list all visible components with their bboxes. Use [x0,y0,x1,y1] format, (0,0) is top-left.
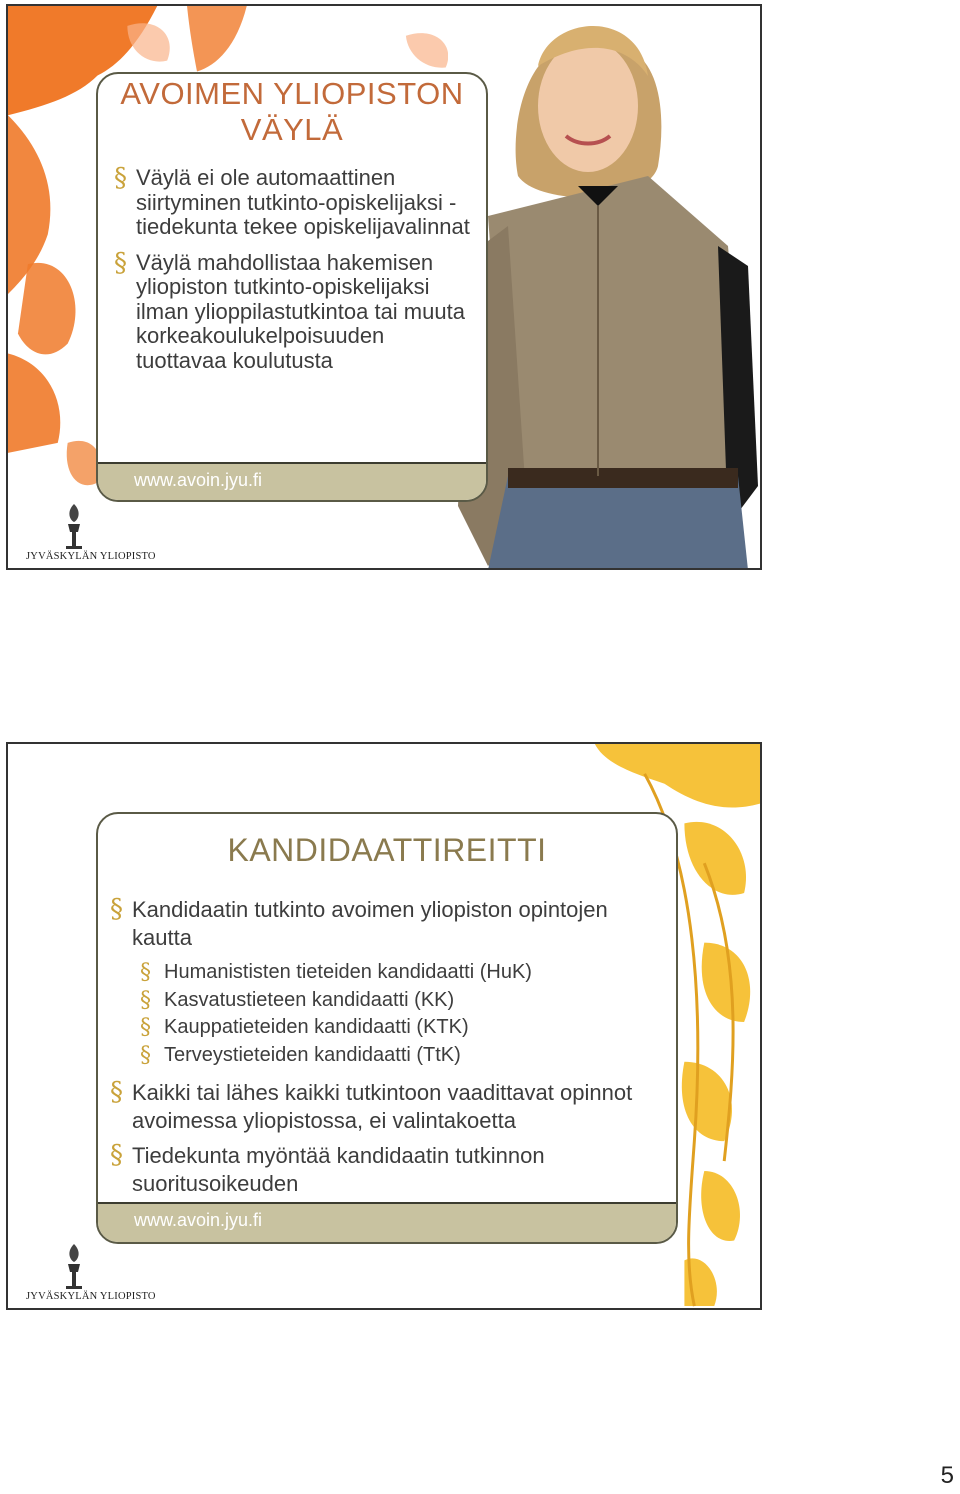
bullet-list [110,896,668,1205]
university-logo [16,1238,156,1304]
bullet-item [114,163,478,240]
content-panel [96,812,678,1244]
sub-bullet-item [140,1042,668,1070]
footer-band [98,462,486,500]
slide-title: AVOIMEN YLIOPISTON VÄYLÄ [120,76,464,147]
section-sign-bullet-icon: § [110,894,123,924]
bullet-text: Väylä ei ole automaattinen siirtyminen tutkinto-opiskelijaksi - tiedekunta tekee opiskelijavalinnat [136,165,470,239]
bullet-item [110,1142,668,1197]
bullet-text: Kandidaatin tutkinto avoimen yliopiston opintojen kautta [132,897,608,950]
section-sign-bullet-icon: § [110,1140,123,1170]
bullet-list [114,163,478,384]
bullet-text: Väylä mahdollistaa hakemisen yliopiston tutkinto-opiskelijaksi ilman ylioppilastutkintoa tai muuta korkeakoulukelpoisuuden tuottavaa koulutusta [136,249,465,373]
student-photo [448,6,762,570]
slide-1 [6,4,762,570]
sub-bullet-text: Kasvatustieteen kandidaatti (KK) [164,988,455,1011]
bullet-item [110,896,668,951]
section-sign-bullet-icon: § [140,1015,151,1040]
bullet-item [114,247,478,374]
section-sign-bullet-icon: § [114,163,127,193]
content-panel [96,72,488,502]
university-logo [16,498,156,564]
bullet-item [110,1079,668,1134]
logo-text: JYVÄSKYLÄN YLIOPISTO [26,551,156,562]
sub-bullet-item [140,987,668,1015]
page-number: 5 [940,1462,954,1489]
section-sign-bullet-icon: § [140,960,151,985]
logo-text: JYVÄSKYLÄN YLIOPISTO [26,1291,156,1302]
sub-bullet-item [140,959,668,987]
section-sign-bullet-icon: § [110,1077,123,1107]
sub-bullet-text: Kauppatieteiden kandidaatti (KTK) [164,1016,469,1038]
footer-band [98,1202,676,1242]
bullet-text: Kaikki tai lähes kaikki tutkintoon vaadittavat opinnot avoimessa yliopistossa, ei valintakoetta [132,1080,633,1133]
section-sign-bullet-icon: § [140,1042,151,1068]
slide-title: KANDIDAATTIREITTI [227,832,547,868]
sub-bullet-item [140,1014,668,1042]
slide-2 [6,742,762,1310]
footer-url: www.avoin.jyu.fi [134,1210,263,1230]
bullet-text: Tiedekunta myöntää kandidaatin tutkinnon suoritusoikeuden [132,1143,545,1196]
footer-url: www.avoin.jyu.fi [134,470,263,490]
sub-bullet-text: Terveystieteiden kandidaatti (TtK) [164,1043,461,1066]
section-sign-bullet-icon: § [140,987,151,1013]
sub-bullet-list [140,959,668,1069]
sub-bullet-text: Humanististen tieteiden kandidaatti (HuK) [164,961,532,983]
section-sign-bullet-icon: § [114,247,127,278]
